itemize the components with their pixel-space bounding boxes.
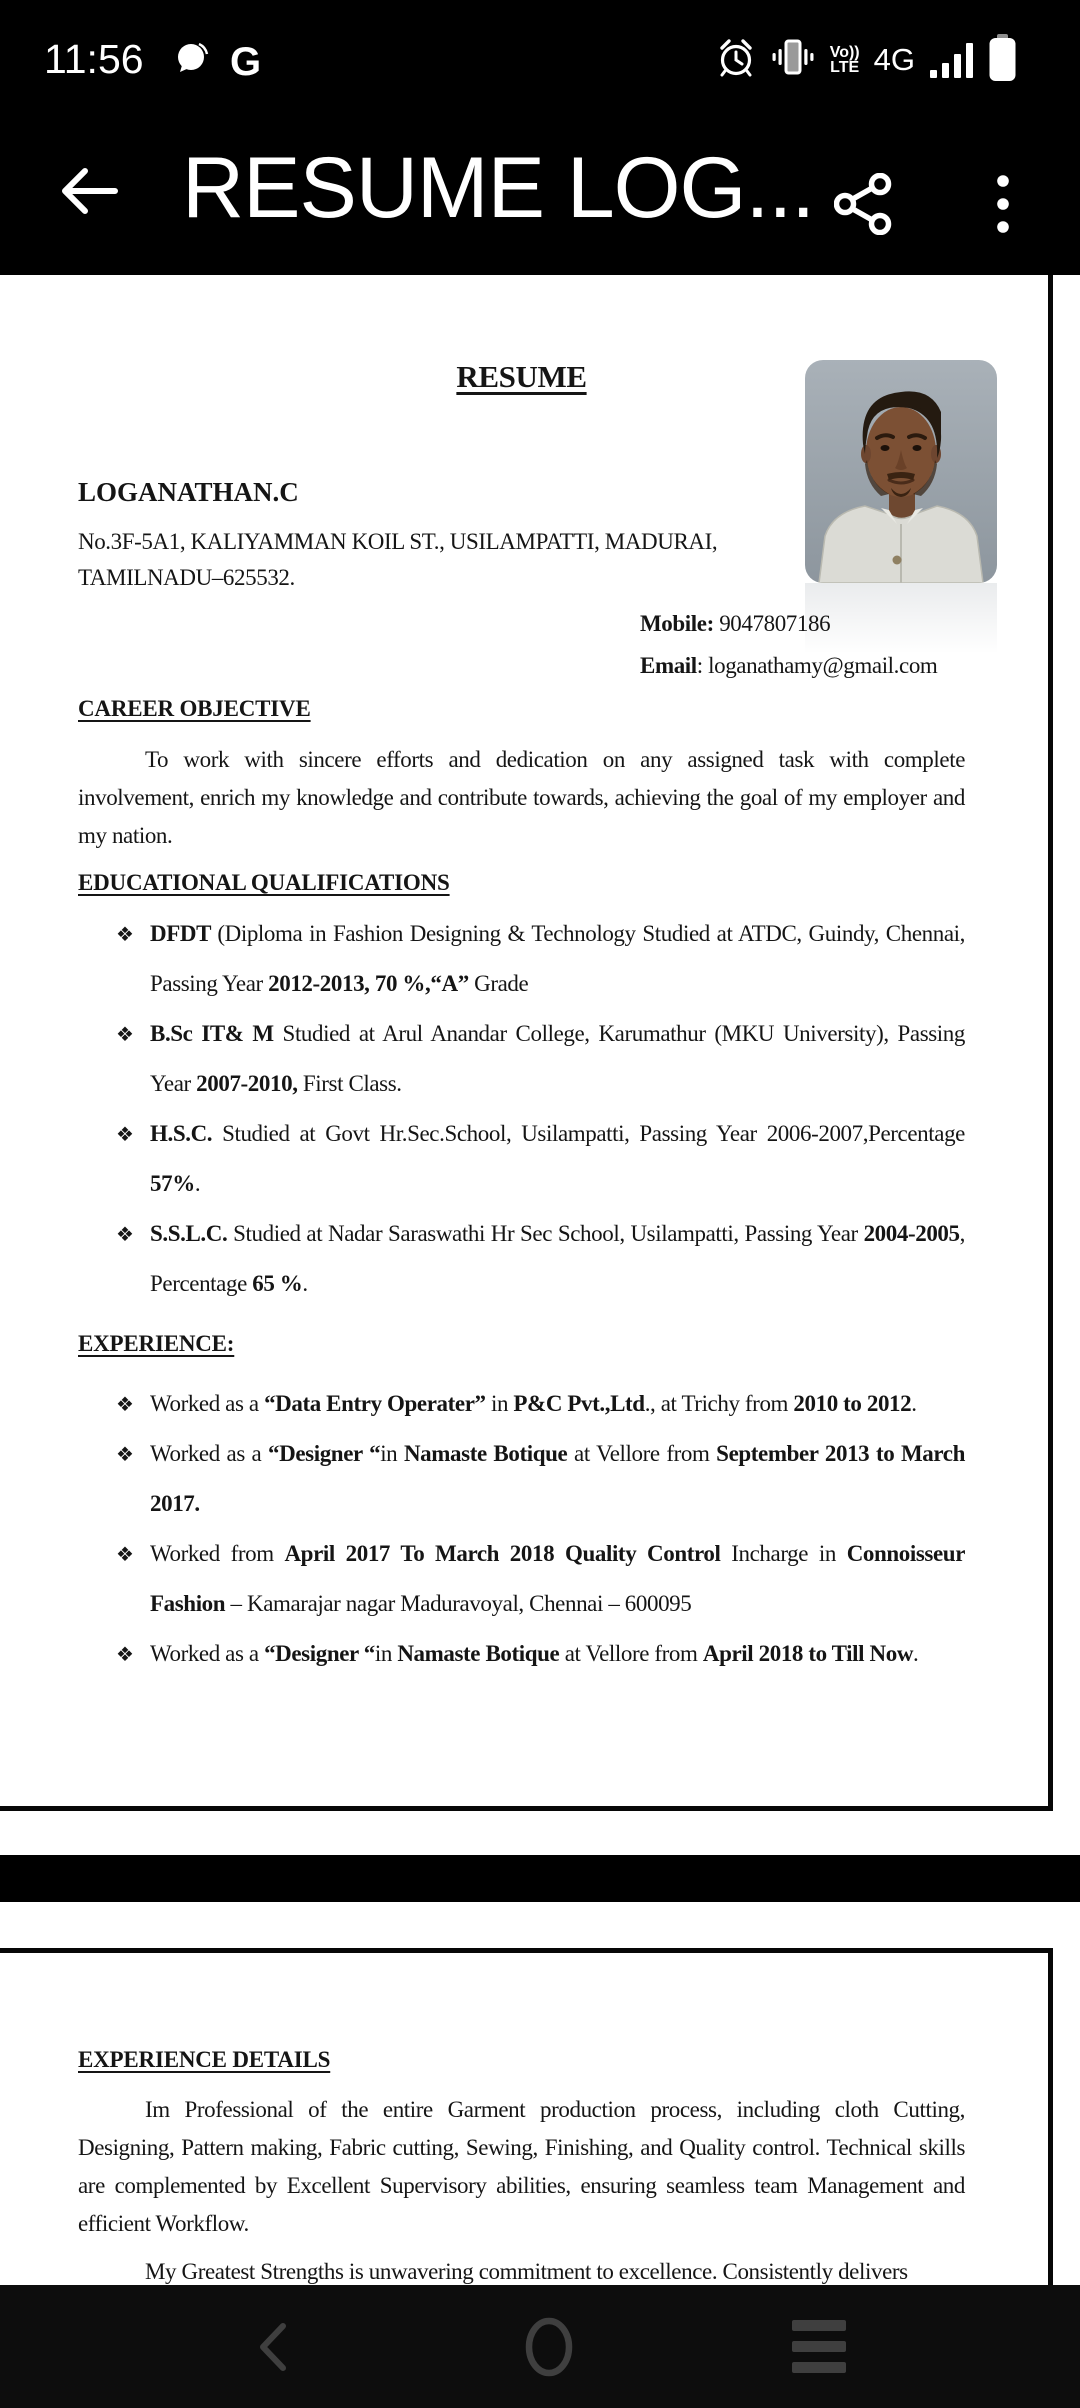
- app-bar: [0, 105, 1080, 275]
- list-item: ❖ Worked as a “Data Entry Operater” in P&C Pvt.,Ltd., at Trichy from 2010 to 2012.: [150, 1379, 965, 1429]
- list-item: ❖ S.S.L.C. Studied at Nadar Saraswathi Hr Sec School, Usilampatti, Passing Year 2004-2005, Percentage 65 %.: [150, 1209, 965, 1309]
- bullet-diamond-icon: ❖: [116, 1644, 134, 1666]
- overflow-menu-icon[interactable]: [988, 171, 1018, 237]
- candidate-name: LOGANATHAN.C: [78, 477, 299, 507]
- section-heading-experience-details: EXPERIENCE DETAILS: [78, 2047, 331, 2072]
- list-item: ❖ DFDT (Diploma in Fashion Designing & Technology Studied at ATDC, Guindy, Chennai, Passing Year 2012-2013, 70 %,“A” Grade: [150, 909, 965, 1009]
- signal-strength-icon: [929, 37, 975, 84]
- resume-page-1[interactable]: [0, 275, 1080, 1855]
- google-g-icon: G: [230, 39, 262, 84]
- page-separator: [0, 1855, 1080, 1902]
- back-arrow-icon[interactable]: [55, 163, 121, 219]
- messages-bubble-icon: [172, 40, 210, 83]
- address-line-2: TAMILNADU–625532.: [78, 565, 295, 590]
- network-type-indicator: 4G: [873, 42, 915, 77]
- bullet-diamond-icon: ❖: [116, 1024, 134, 1046]
- bullet-diamond-icon: ❖: [116, 1224, 134, 1246]
- bullet-diamond-icon: ❖: [116, 924, 134, 946]
- battery-icon: [989, 34, 1016, 87]
- hamburger-icon: [792, 2320, 846, 2373]
- bullet-diamond-icon: ❖: [116, 1394, 134, 1416]
- profile-photo: [805, 360, 997, 583]
- section-heading-experience: EXPERIENCE:: [78, 1331, 235, 1356]
- navigation-bar: [0, 2285, 1080, 2408]
- experience-list: [116, 1379, 965, 1679]
- experience-details-paragraph-2: My Greatest Strengths is unwavering commitment to excellence. Consistently delivers: [145, 2259, 908, 2284]
- share-icon[interactable]: [834, 173, 892, 235]
- nav-back-button[interactable]: [213, 2285, 333, 2408]
- list-item: ❖ Worked from April 2017 To March 2018 Quality Control Incharge in Connoisseur Fashion – Kamarajar nagar Maduravoyal, Chennai – 600095: [150, 1529, 965, 1629]
- alarm-icon: [716, 37, 756, 84]
- bullet-diamond-icon: ❖: [116, 1124, 134, 1146]
- nav-home-button[interactable]: [489, 2285, 609, 2408]
- nav-recents-button[interactable]: [759, 2285, 879, 2408]
- email-address: Email: loganathamy@gmail.com: [640, 653, 938, 678]
- list-item: ❖ Worked as a “Designer “in Namaste Botique at Vellore from September 2013 to March 2017.: [150, 1429, 965, 1529]
- experience-details-paragraph-1: Im Professional of the entire Garment production process, including cloth Cutting, Designing, Pattern making, Fabric cutting, Sewing, Finishing, and Quality control. Technical skills are complemented by Excellent Supervisory abilities, ensuring seamless team Management and efficient Workflow.: [78, 2097, 965, 2236]
- clock-time: 11:56: [44, 36, 144, 82]
- address-line-1: No.3F-5A1, KALIYAMMAN KOIL ST., USILAMPATTI, MADURAI,: [78, 529, 718, 554]
- mobile-number: Mobile: 9047807186: [640, 611, 831, 636]
- list-item: ❖ Worked as a “Designer “in Namaste Botique at Vellore from April 2018 to Till Now.: [150, 1629, 965, 1679]
- resume-page-2[interactable]: [0, 1902, 1080, 2285]
- career-objective-text: To work with sincere efforts and dedication on any assigned task with complete involvement, enrich my knowledge and contribute towards, achieving the goal of my employer and my nation.: [78, 747, 965, 848]
- section-heading-educational-qualifications: EDUCATIONAL QUALIFICATIONS: [78, 870, 450, 895]
- list-item: ❖ B.Sc IT& M Studied at Arul Anandar College, Karumathur (MKU University), Passing Year 2007-2010, First Class.: [150, 1009, 965, 1109]
- bullet-diamond-icon: ❖: [116, 1444, 134, 1466]
- education-list: [116, 909, 965, 1309]
- bullet-diamond-icon: ❖: [116, 1544, 134, 1566]
- list-item: ❖ H.S.C. Studied at Govt Hr.Sec.School, Usilampatti, Passing Year 2006-2007,Percentage 57%.: [150, 1109, 965, 1209]
- document-title: RESUME LOG...: [182, 140, 815, 236]
- vibrate-icon: [770, 38, 816, 83]
- resume-title: RESUME: [456, 359, 587, 394]
- volte-icon: Vo)) LTE: [829, 44, 860, 76]
- status-bar: [0, 0, 1080, 105]
- section-heading-career-objective: CAREER OBJECTIVE: [78, 696, 311, 721]
